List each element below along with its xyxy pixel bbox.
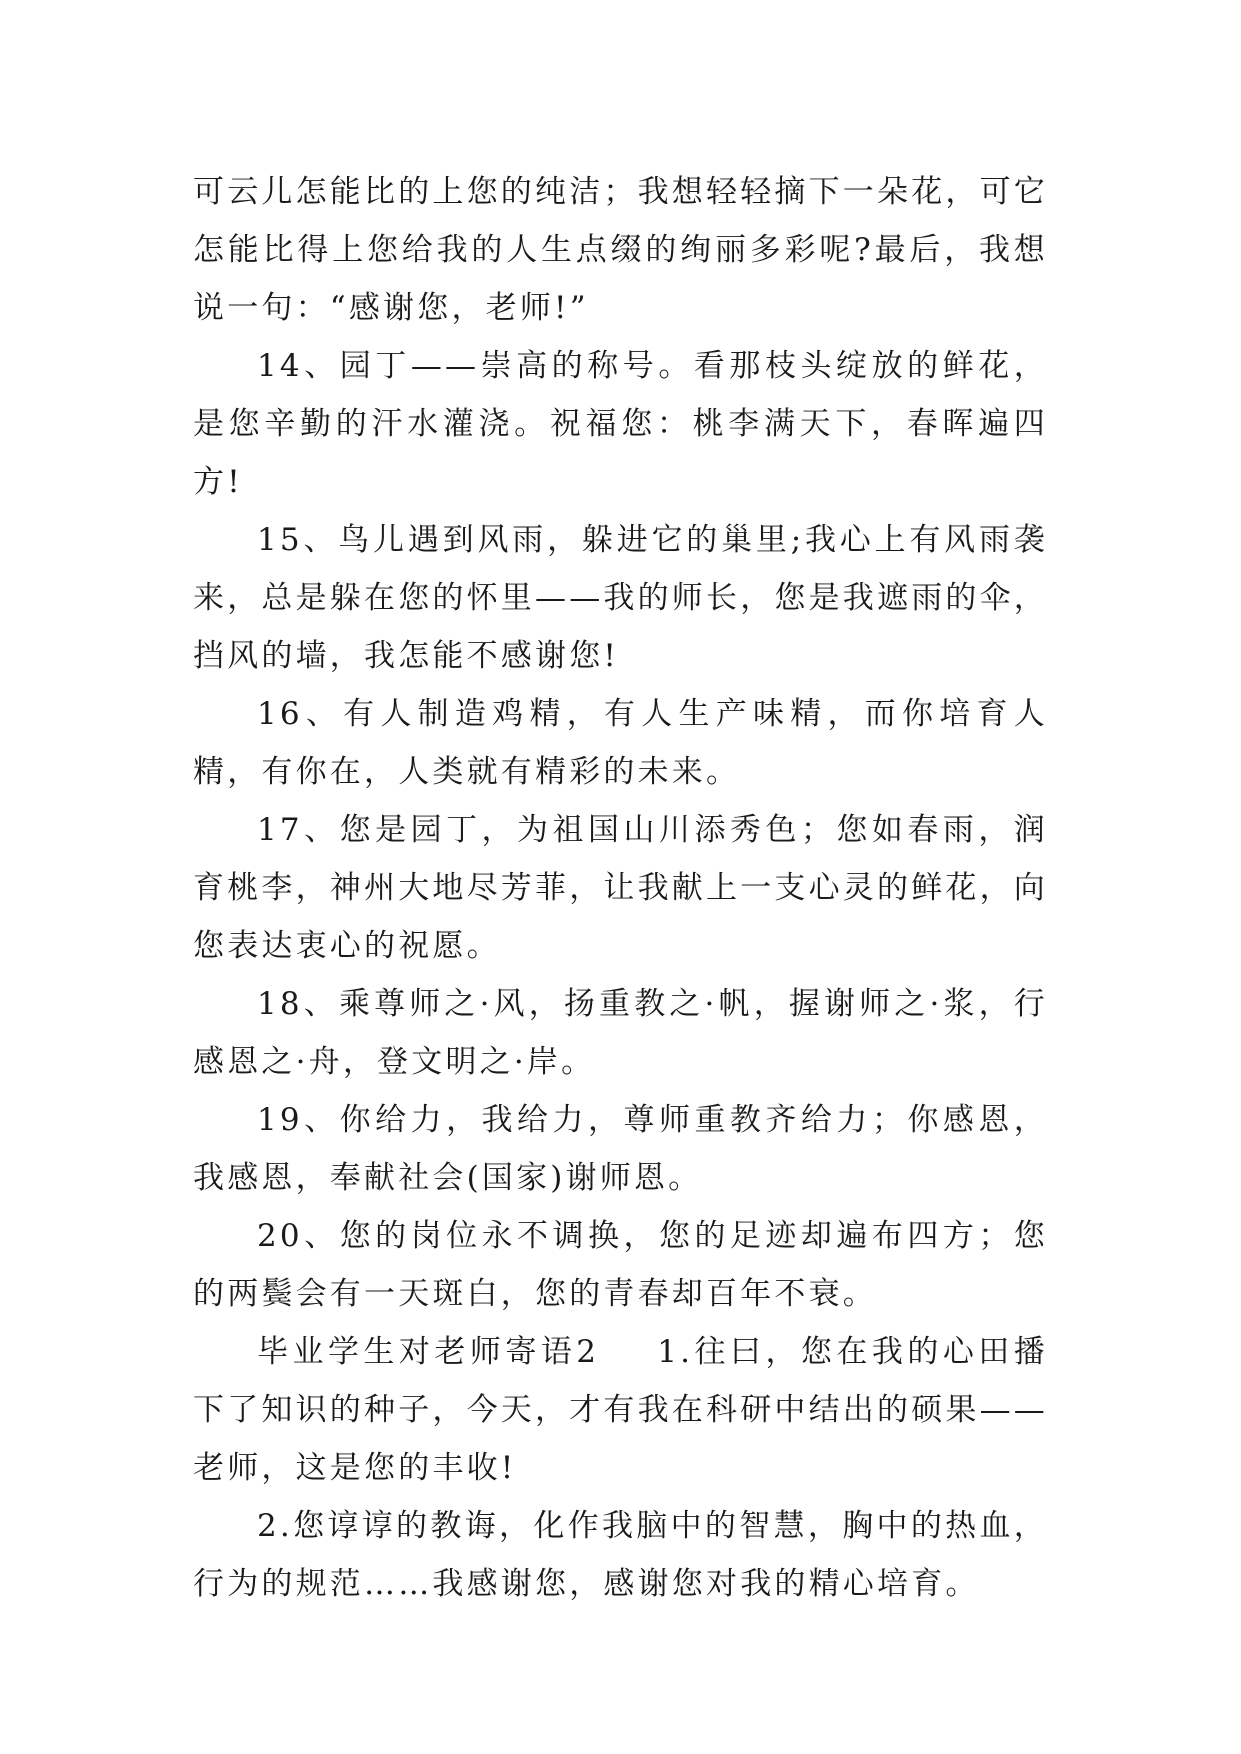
paragraph-16: 16、有人制造鸡精，有人生产味精，而你培育人精，有你在，人类就有精彩的未来。 — [193, 696, 1048, 790]
paragraph-14: 14、园丁——崇高的称号。看那枝头绽放的鲜花，是您辛勤的汗水灌浇。祝福您：桃李满天下，春晖遍四方! — [193, 348, 1048, 500]
paragraph-15: 15、鸟儿遇到风雨，躲进它的巢里;我心上有风雨袭来，总是躲在您的怀里——我的师长，您是我遮雨的伞，挡风的墙，我怎能不感谢您! — [193, 522, 1048, 674]
section-paragraph — [193, 1323, 1048, 1497]
paragraph-18: 18、乘尊师之·风，扬重教之·帆，握谢师之·浆，行感恩之·舟，登文明之·岸。 — [193, 986, 1048, 1080]
paragraph-continuation: 可云儿怎能比的上您的纯洁；我想轻轻摘下一朵花，可它怎能比得上您给我的人生点缀的绚丽多彩呢?最后，我想说一句：“感谢您，老师!” — [193, 174, 1048, 326]
paragraph-17: 17、您是园丁，为祖国山川添秀色；您如春雨，润育桃李，神州大地尽芳菲，让我献上一支心灵的鲜花，向您表达衷心的祝愿。 — [193, 812, 1048, 964]
section-title: 毕业学生对老师寄语2 — [257, 1334, 600, 1370]
paragraph-2: 2.您谆谆的教诲，化作我脑中的智慧，胸中的热血，行为的规范……我感谢您，感谢您对我的精心培育。 — [193, 1508, 1048, 1602]
paragraph-20: 20、您的岗位永不调换，您的足迹却遍布四方；您的两鬓会有一天斑白，您的青春却百年不衰。 — [193, 1218, 1048, 1312]
section-first-text: 1.往曰，您在我的心田播下了知识的种子，今天，才有我在科研中结出的硕果——老师，这是您的丰收! — [193, 1334, 1048, 1486]
paragraph-19: 19、你给力，我给力，尊师重教齐给力；你感恩，我感恩，奉献社会(国家)谢师恩。 — [193, 1102, 1048, 1196]
document-body — [193, 163, 1048, 1613]
